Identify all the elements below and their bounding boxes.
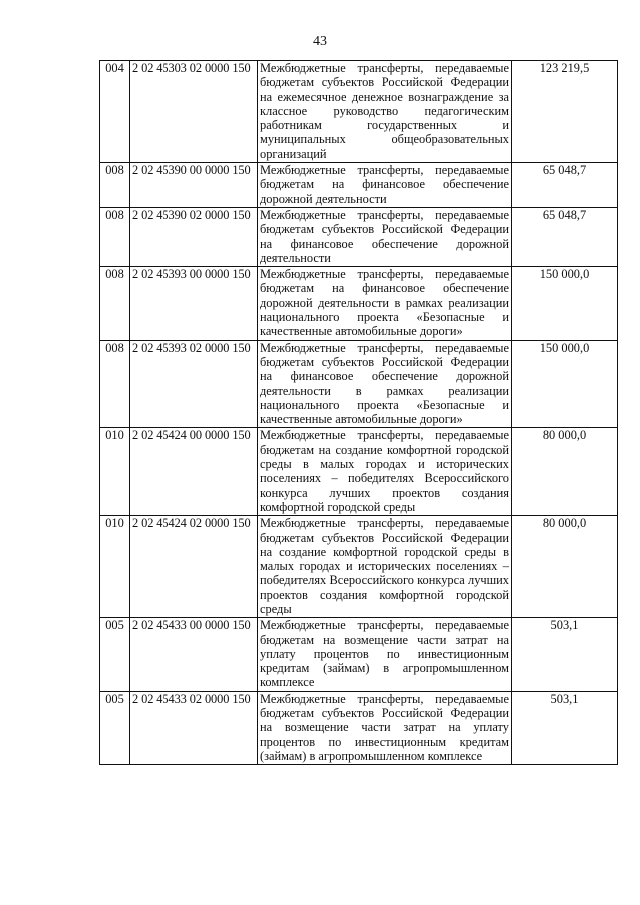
- administrator-code-cell: 008: [100, 267, 130, 340]
- page-number: 43: [313, 34, 327, 49]
- revenue-name-cell: Межбюджетные трансферты, передаваемые бюджетам на возмещение части затрат на уплату процентов по инвестиционным кредитам (займам) в агропромышленном комплексе: [258, 618, 512, 691]
- budget-classification-code-cell: 2 02 45390 00 0000 150: [130, 163, 258, 208]
- budget-classification-code-cell: 2 02 45433 02 0000 150: [130, 691, 258, 764]
- budget-classification-code-cell: 2 02 45424 00 0000 150: [130, 428, 258, 516]
- amount-cell: 503,1: [512, 691, 618, 764]
- table-row: [100, 691, 618, 764]
- budget-classification-code-cell: 2 02 45390 02 0000 150: [130, 207, 258, 266]
- table-row: [100, 340, 618, 428]
- budget-classification-code-cell: 2 02 45393 00 0000 150: [130, 267, 258, 340]
- administrator-code-cell: 008: [100, 340, 130, 428]
- administrator-code-cell: 008: [100, 163, 130, 208]
- revenue-name-cell: Межбюджетные трансферты, передаваемые бюджетам субъектов Российской Федерации на возмещение части затрат на уплату процентов по инвестиционным кредитам (займам) в агропромышленном комплексе: [258, 691, 512, 764]
- budget-classification-code-cell: 2 02 45393 02 0000 150: [130, 340, 258, 428]
- amount-cell: 65 048,7: [512, 163, 618, 208]
- revenue-name-cell: Межбюджетные трансферты, передаваемые бюджетам субъектов Российской Федерации на создание комфортной городской среды в малых городах и исторических поселениях – победителях Всероссийского конкурса лучших проектов создания комфортной городской среды: [258, 516, 512, 618]
- administrator-code-cell: 008: [100, 207, 130, 266]
- amount-cell: 123 219,5: [512, 61, 618, 163]
- table-row: [100, 163, 618, 208]
- amount-cell: 80 000,0: [512, 516, 618, 618]
- amount-cell: 503,1: [512, 618, 618, 691]
- revenue-name-cell: Межбюджетные трансферты, передаваемые бюджетам субъектов Российской Федерации на финансовое обеспечение дорожной деятельности: [258, 207, 512, 266]
- amount-cell: 80 000,0: [512, 428, 618, 516]
- revenue-name-cell: Межбюджетные трансферты, передаваемые бюджетам субъектов Российской Федерации на финансовое обеспечение дорожной деятельности в рамках реализации национального проекта «Безопасные и качественные автомобильные дороги»: [258, 340, 512, 428]
- amount-cell: 150 000,0: [512, 267, 618, 340]
- amount-cell: 65 048,7: [512, 207, 618, 266]
- administrator-code-cell: 010: [100, 516, 130, 618]
- budget-revenue-table: [99, 60, 618, 765]
- administrator-code-cell: 004: [100, 61, 130, 163]
- revenue-name-cell: Межбюджетные трансферты, передаваемые бюджетам на финансовое обеспечение дорожной деятельности в рамках реализации национального проекта «Безопасные и качественные автомобильные дороги»: [258, 267, 512, 340]
- amount-cell: 150 000,0: [512, 340, 618, 428]
- administrator-code-cell: 005: [100, 618, 130, 691]
- table-row: [100, 618, 618, 691]
- budget-classification-code-cell: 2 02 45303 02 0000 150: [130, 61, 258, 163]
- administrator-code-cell: 005: [100, 691, 130, 764]
- budget-classification-code-cell: 2 02 45433 00 0000 150: [130, 618, 258, 691]
- revenue-name-cell: Межбюджетные трансферты, передаваемые бюджетам на создание комфортной городской среды в малых городах и исторических поселениях – победителях Всероссийского конкурса лучших проектов создания комфортной городской среды: [258, 428, 512, 516]
- budget-classification-code-cell: 2 02 45424 02 0000 150: [130, 516, 258, 618]
- revenue-name-cell: Межбюджетные трансферты, передаваемые бюджетам субъектов Российской Федерации на ежемесячное денежное вознаграждение за классное руководство педагогическим работникам государственных и муниципальных общеобразовательных организаций: [258, 61, 512, 163]
- revenue-name-cell: Межбюджетные трансферты, передаваемые бюджетам на финансовое обеспечение дорожной деятельности: [258, 163, 512, 208]
- table-row: [100, 207, 618, 266]
- table-row: [100, 516, 618, 618]
- table-row: [100, 267, 618, 340]
- administrator-code-cell: 010: [100, 428, 130, 516]
- table-row: [100, 428, 618, 516]
- table-row: [100, 61, 618, 163]
